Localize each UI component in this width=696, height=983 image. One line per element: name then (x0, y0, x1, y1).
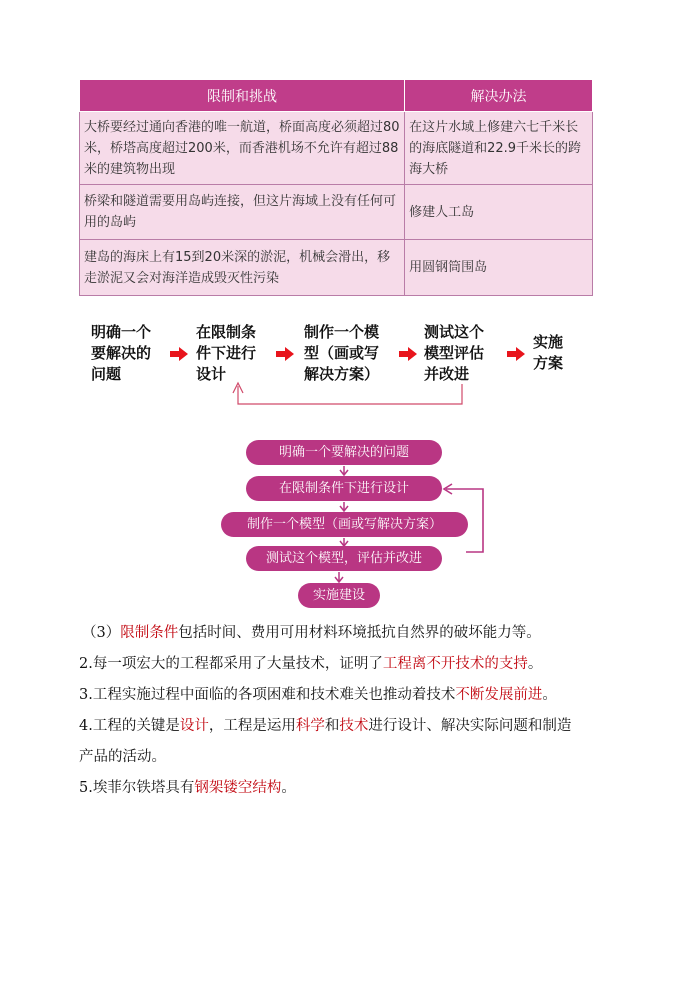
note-text: 5.埃菲尔铁塔具有 (79, 780, 195, 796)
flow-arrow-icon (170, 347, 188, 361)
challenge-cell: 桥梁和隧道需要用岛屿连接，但这片海域上没有任何可用的岛屿 (80, 185, 405, 240)
flow-step-2 (196, 322, 256, 385)
pill-design: 在限制条件下进行设计 (246, 476, 442, 501)
flow-line: 问题 (91, 365, 122, 383)
note-4 (79, 711, 639, 773)
note-text: 2.每一项宏大的工程都采用了大量技术，证明了 (79, 656, 383, 672)
flow-line: 制作一个模 (304, 323, 380, 341)
note-highlight: 钢架镂空结构 (194, 780, 282, 796)
note-text: 包括时间、费用可用材料环境抵抗自然界的破坏能力等。 (178, 625, 541, 641)
flow-arrow-icon (507, 347, 525, 361)
note-3 (79, 680, 639, 711)
solution-cell: 用圆钢筒围岛 (405, 240, 593, 296)
note-2 (79, 649, 639, 680)
flow-line: 明确一个 (91, 323, 152, 341)
flow-line: 模型评估 (424, 344, 485, 362)
flow-line: 解决方案） (304, 365, 380, 383)
flow-line: 型（画或写 (304, 344, 380, 362)
note-text: 4.工程的关键是 (79, 718, 180, 734)
table-header-row (80, 80, 593, 112)
flow-line: 设计 (196, 365, 227, 383)
note-highlight: 限制条件 (120, 625, 179, 641)
note-highlight: 设计 (179, 718, 209, 734)
flow-step-1 (91, 322, 151, 385)
constraints-table (79, 79, 593, 296)
flow-line: 要解决的 (91, 344, 152, 362)
note-highlight: 科学 (295, 718, 325, 734)
note-text: 产品的活动。 (79, 749, 166, 765)
flow-line: 方案 (533, 354, 564, 372)
flow-arrow-icon (276, 347, 294, 361)
header-solution: 解决办法 (405, 80, 593, 112)
note-text: 。 (527, 656, 543, 672)
note-5 (79, 773, 639, 804)
flow-step-4 (424, 322, 484, 385)
note-highlight: 不断发展前进 (455, 687, 543, 703)
note-highlight: 技术 (339, 718, 369, 734)
header-challenge: 限制和挑战 (80, 80, 405, 112)
note-text: （3） (82, 625, 121, 641)
note-text: 。 (281, 780, 296, 796)
challenge-cell: 大桥要经过通向香港的唯一航道，桥面高度必须超过80米，桥塔高度超过200米，而香港机场不允许有超过88米的建筑物出现 (80, 112, 405, 185)
flow-line: 测试这个 (424, 323, 485, 341)
note-text: 3.工程实施过程中面临的各项困难和技术难关也推动着技术 (79, 687, 456, 703)
note-text: ，工程是运用 (208, 718, 296, 734)
table-row (80, 185, 593, 240)
flow-arrow-icon (399, 347, 417, 361)
flow-line: 实施 (533, 333, 564, 351)
pill-implement: 实施建设 (298, 583, 380, 608)
note-constraints (82, 618, 642, 649)
table-row (80, 112, 593, 185)
challenge-cell: 建岛的海床上有15到20米深的淤泥，机械会滑出，移走淤泥又会对海洋造成毁灭性污染 (80, 240, 405, 296)
note-text: 进行设计、解决实际问题和制造 (368, 718, 572, 734)
pill-build-model: 制作一个模型（画或写解决方案） (221, 512, 468, 537)
pill-define-problem: 明确一个要解决的问题 (246, 440, 442, 465)
table-row (80, 240, 593, 296)
flow-step-5 (533, 332, 563, 374)
note-text: 。 (542, 687, 557, 703)
flow-line: 并改进 (424, 365, 470, 383)
note-text: 和 (324, 718, 340, 734)
pill-test-improve: 测试这个模型，评估并改进 (246, 546, 442, 571)
flow-line: 在限制条 (196, 323, 257, 341)
solution-cell: 修建人工岛 (405, 185, 593, 240)
note-highlight: 工程离不开技术的支持 (382, 656, 528, 672)
flow-line: 件下进行 (196, 344, 257, 362)
solution-cell: 在这片水域上修建六七千米长的海底隧道和22.9千米长的跨海大桥 (405, 112, 593, 185)
flow-step-3 (304, 322, 379, 385)
